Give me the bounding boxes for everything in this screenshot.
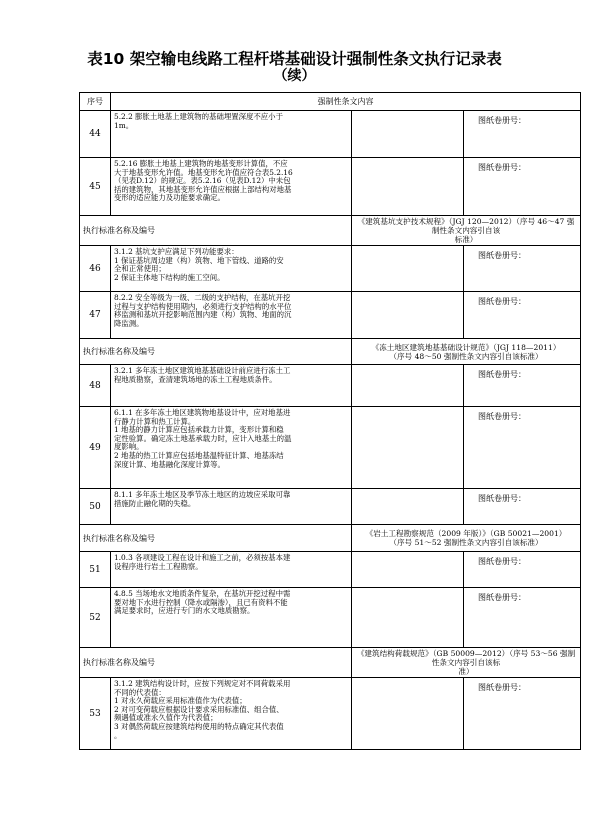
evaluation-cell: [352, 365, 464, 407]
evaluation-cell: [352, 158, 464, 216]
drawing-volume-label: 图纸卷册号：: [464, 678, 581, 750]
standard-reference-line: 《建筑结构荷载规范》（GB 50009—2012）（序号 53～56 强制性条文内容引自该标: [356, 649, 576, 667]
evaluation-cell: [352, 292, 464, 339]
standard-row: [80, 216, 581, 246]
clause-text: 8.1.1 多年冻土地区及季节冻土地区的边坡应采取可靠 措施防止融化期的失稳。: [111, 489, 352, 525]
table-row: [80, 158, 581, 216]
clause-text: 3.1.2 基坑支护应满足下列功能要求： 1 保证基坑周边建（构）筑物、地下管线、道路的安 全和正常使用； 2 保证主体地下结构的施工空间。: [111, 246, 352, 292]
drawing-volume-label: 图纸卷册号：: [464, 588, 581, 648]
standard-label: 执行标准名称及编号: [80, 339, 352, 365]
drawing-volume-label: 图纸卷册号：: [464, 365, 581, 407]
clause-text: 3.2.1 多年冻土地区建筑地基基础设计前应进行冻土工 程地质勘察，查清建筑场地的冻土工程地质条件。: [111, 365, 352, 407]
row-number: 46: [80, 246, 111, 292]
row-number: 44: [80, 111, 111, 158]
row-number: 50: [80, 489, 111, 525]
page-title: [0, 50, 589, 84]
standard-reference: [352, 648, 581, 678]
title-main: 表10 架空输电线路工程杆塔基础设计强制性条文执行记录表: [87, 50, 502, 68]
standard-label: 执行标准名称及编号: [80, 525, 352, 552]
standard-row: [80, 339, 581, 365]
standard-row: [80, 648, 581, 678]
evaluation-cell: [352, 407, 464, 489]
standard-label: 执行标准名称及编号: [80, 216, 352, 246]
standard-label: 执行标准名称及编号: [80, 648, 352, 678]
record-table: [79, 92, 581, 750]
table-row: [80, 292, 581, 339]
header-index: 序号: [80, 93, 111, 111]
row-number: 53: [80, 678, 111, 750]
standard-reference: [352, 339, 581, 365]
standard-reference-line: 《岩土工程勘察规范（2009 年版）》（GB 50021—2001）: [365, 529, 567, 538]
table-row: [80, 365, 581, 407]
drawing-volume-label: 图纸卷册号：: [464, 407, 581, 489]
evaluation-cell: [352, 489, 464, 525]
table-row: [80, 489, 581, 525]
clause-text: 3.1.2 建筑结构设计时，应按下列规定对不同荷载采用 不同的代表值： 1 对永久荷载应采用标准值作为代表值； 2 对可变荷载应根据设计要求采用标准值、组合值、 频遇值或准永久值作为代表值； 3 对偶然荷载应按建筑结构使用的特点确定其代表值 。: [111, 678, 352, 750]
drawing-volume-label: 图纸卷册号：: [464, 111, 581, 158]
standard-reference-line: 准）: [458, 667, 474, 676]
table-row: [80, 552, 581, 588]
evaluation-cell: [352, 552, 464, 588]
header-content: 强制性条文内容: [111, 93, 581, 111]
standard-reference-line: 《建筑基坑支护技术规程》（JGJ 120—2012）（序号 46～47 强制性条文内容引自该: [357, 217, 575, 235]
clause-text: 5.2.2 膨胀土地基上建筑物的基础埋置深度不应小于 1m。: [111, 111, 352, 158]
drawing-volume-label: 图纸卷册号：: [464, 552, 581, 588]
table-row: [80, 407, 581, 489]
standard-reference-line: （序号 48～50 强制性条文内容引自该标准）: [389, 351, 543, 361]
evaluation-cell: [352, 588, 464, 648]
title-sub: （续）: [273, 68, 316, 84]
clause-text: 5.2.16 膨胀土地基上建筑物的地基变形计算值，不应 大于地基变形允许值。地基变形允许值应符合表5.2.16 （见表D.12）的规定。表5.2.16（见表D.12）中未包 括的建筑物，其地基变形允许值应根据上部结构对地基 变形的适应能力及功能要求确定。: [111, 158, 352, 216]
row-number: 45: [80, 158, 111, 216]
drawing-volume-label: 图纸卷册号：: [464, 246, 581, 292]
clause-text: 1.0.3 各项建设工程在设计和施工之前，必须按基本建 设程序进行岩土工程勘察。: [111, 552, 352, 588]
row-number: 48: [80, 365, 111, 407]
table-row: [80, 678, 581, 750]
table-row: [80, 246, 581, 292]
table-header-row: [80, 93, 581, 111]
standard-row: [80, 525, 581, 552]
table-row: [80, 111, 581, 158]
row-number: 52: [80, 588, 111, 648]
evaluation-cell: [352, 111, 464, 158]
drawing-volume-label: 图纸卷册号：: [464, 158, 581, 216]
evaluation-cell: [352, 678, 464, 750]
standard-reference: [352, 216, 581, 246]
clause-text: 8.2.2 安全等级为一级、二级的支护结构，在基坑开挖 过程与支护结构使用期内，必须进行支护结构的水平位 移监测和基坑开挖影响范围内建（构）筑物、地面的沉 降监测。: [111, 292, 352, 339]
drawing-volume-label: 图纸卷册号：: [464, 489, 581, 525]
standard-reference-line: 《冻土地区建筑地基基础设计规范》（JGJ 118—2011）: [371, 342, 561, 352]
standard-reference-line: （序号 51～52 强制性条文内容引自该标准）: [389, 538, 543, 547]
standard-reference-line: 标准）: [454, 235, 478, 244]
table-row: [80, 588, 581, 648]
row-number: 47: [80, 292, 111, 339]
clause-text: 4.8.5 当场地水文地质条件复杂，在基坑开挖过程中需 要对地下水进行控制（降水或隔渗），且已有资料不能 满足要求时，应进行专门的水文地质勘察。: [111, 588, 352, 648]
row-number: 49: [80, 407, 111, 489]
evaluation-cell: [352, 246, 464, 292]
clause-text: 6.1.1 在多年冻土地区建筑物地基设计中，应对地基进 行静力计算和热工计算。 1 地基的静力计算应包括承载力计算，变形计算和稳 定性验算。确定冻土地基承载力时，应计入地基土的温 度影响。 2 地基的热工计算应包括地基温特征计算、地基冻结 深度计算、地基融化深度计算等。: [111, 407, 352, 489]
standard-reference: [352, 525, 581, 552]
row-number: 51: [80, 552, 111, 588]
drawing-volume-label: 图纸卷册号：: [464, 292, 581, 339]
